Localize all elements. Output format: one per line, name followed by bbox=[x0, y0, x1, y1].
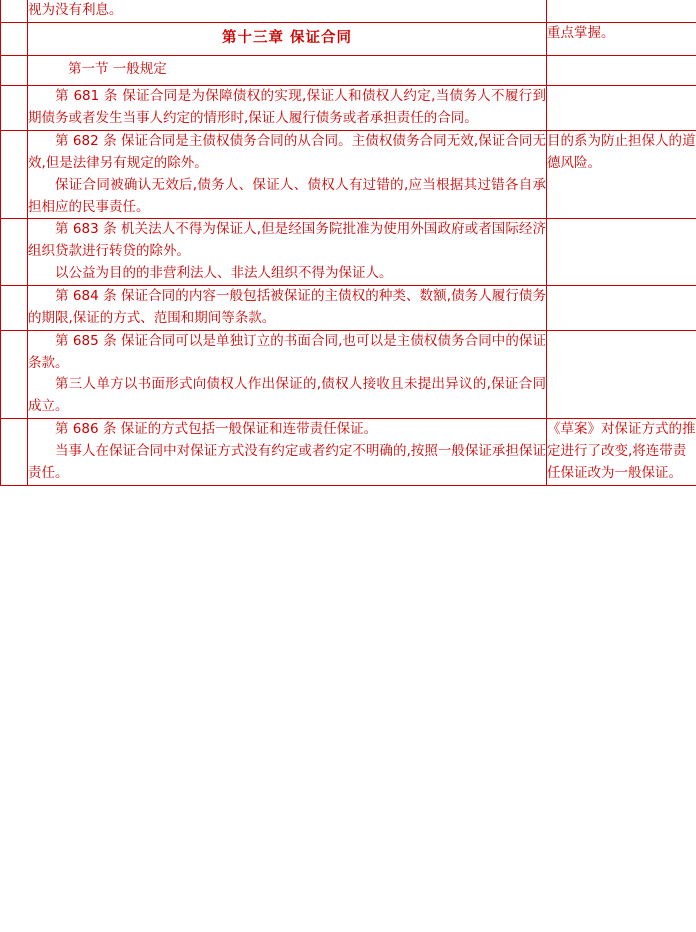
row-note-cell bbox=[547, 0, 696, 22]
row-marker-cell bbox=[1, 219, 28, 286]
article-paragraph: 第 682 条 保证合同是主债权债务合同的从合同。主债权债务合同无效,保证合同无效,但是法律另有规定的除外。 bbox=[28, 132, 546, 171]
table-row bbox=[1, 219, 696, 286]
table-row bbox=[1, 56, 696, 86]
article-paragraph: 以公益为目的的非营利法人、非法人组织不得为保证人。 bbox=[55, 265, 393, 282]
article-paragraph: 第 685 条 保证合同可以是单独订立的书面合同,也可以是主债权债务合同中的保证条款。 bbox=[28, 332, 546, 371]
row-body-cell bbox=[28, 219, 547, 286]
table-row bbox=[1, 22, 696, 55]
article-paragraph: 第 681 条 保证合同是为保障债权的实现,保证人和债权人约定,当债务人不履行到期债务或者发生当事人约定的情形时,保证人履行债务或者承担责任的合同。 bbox=[28, 88, 546, 127]
table-row bbox=[1, 419, 696, 486]
row-marker-cell bbox=[1, 419, 28, 486]
row-note-cell bbox=[547, 285, 696, 330]
article-paragraph: 第三人单方以书面形式向债权人作出保证的,债权人接收且未提出异议的,保证合同成立。 bbox=[28, 376, 546, 415]
table-row bbox=[1, 330, 696, 418]
row-note-cell bbox=[547, 219, 696, 286]
row-note-cell: 重点掌握。 bbox=[547, 22, 696, 55]
row-body-cell bbox=[28, 285, 547, 330]
row-marker-cell bbox=[1, 0, 28, 22]
row-note-cell bbox=[547, 330, 696, 418]
row-marker-cell bbox=[1, 330, 28, 418]
row-marker-cell bbox=[1, 22, 28, 55]
row-note-cell bbox=[547, 56, 696, 86]
row-body-cell bbox=[28, 86, 547, 131]
table-row bbox=[1, 285, 696, 330]
row-note-cell: 《草案》对保证方式的推定进行了改变,将连带责任保证改为一般保证。 bbox=[547, 419, 696, 486]
row-body-cell bbox=[28, 419, 547, 486]
row-marker-cell bbox=[1, 285, 28, 330]
article-paragraph: 第 684 条 保证合同的内容一般包括被保证的主债权的种类、数额,债务人履行债务的期限,保证的方式、范围和期间等条款。 bbox=[28, 287, 546, 326]
table-row bbox=[1, 130, 696, 218]
article-paragraph: 当事人在保证合同中对保证方式没有约定或者约定不明确的,按照一般保证承担保证责任。 bbox=[28, 442, 546, 481]
chapter-title: 第十三章 保证合同 bbox=[221, 29, 353, 46]
row-body-cell bbox=[28, 22, 547, 55]
row-body-cell bbox=[28, 130, 547, 218]
row-body-cell bbox=[28, 56, 547, 86]
table-row bbox=[1, 0, 696, 22]
row-marker-cell bbox=[1, 86, 28, 131]
article-paragraph: 第 683 条 机关法人不得为保证人,但是经国务院批准为使用外国政府或者国际经济组织贷款进行转贷的除外。 bbox=[28, 221, 546, 260]
row-note-cell bbox=[547, 86, 696, 131]
row-marker-cell bbox=[1, 130, 28, 218]
table-row bbox=[1, 86, 696, 131]
article-paragraph: 保证合同被确认无效后,债务人、保证人、债权人有过错的,应当根据其过错各自承担相应的民事责任。 bbox=[28, 176, 546, 215]
row-marker-cell bbox=[1, 56, 28, 86]
row-body-cell bbox=[28, 0, 547, 22]
paragraph: 视为没有利息。 bbox=[28, 2, 123, 18]
section-title: 第一节 一般规定 bbox=[68, 61, 167, 78]
row-body-cell bbox=[28, 330, 547, 418]
article-paragraph: 第 686 条 保证的方式包括一般保证和连带责任保证。 bbox=[55, 421, 378, 438]
row-note-cell: 目的系为防止担保人的道德风险。 bbox=[547, 130, 696, 218]
